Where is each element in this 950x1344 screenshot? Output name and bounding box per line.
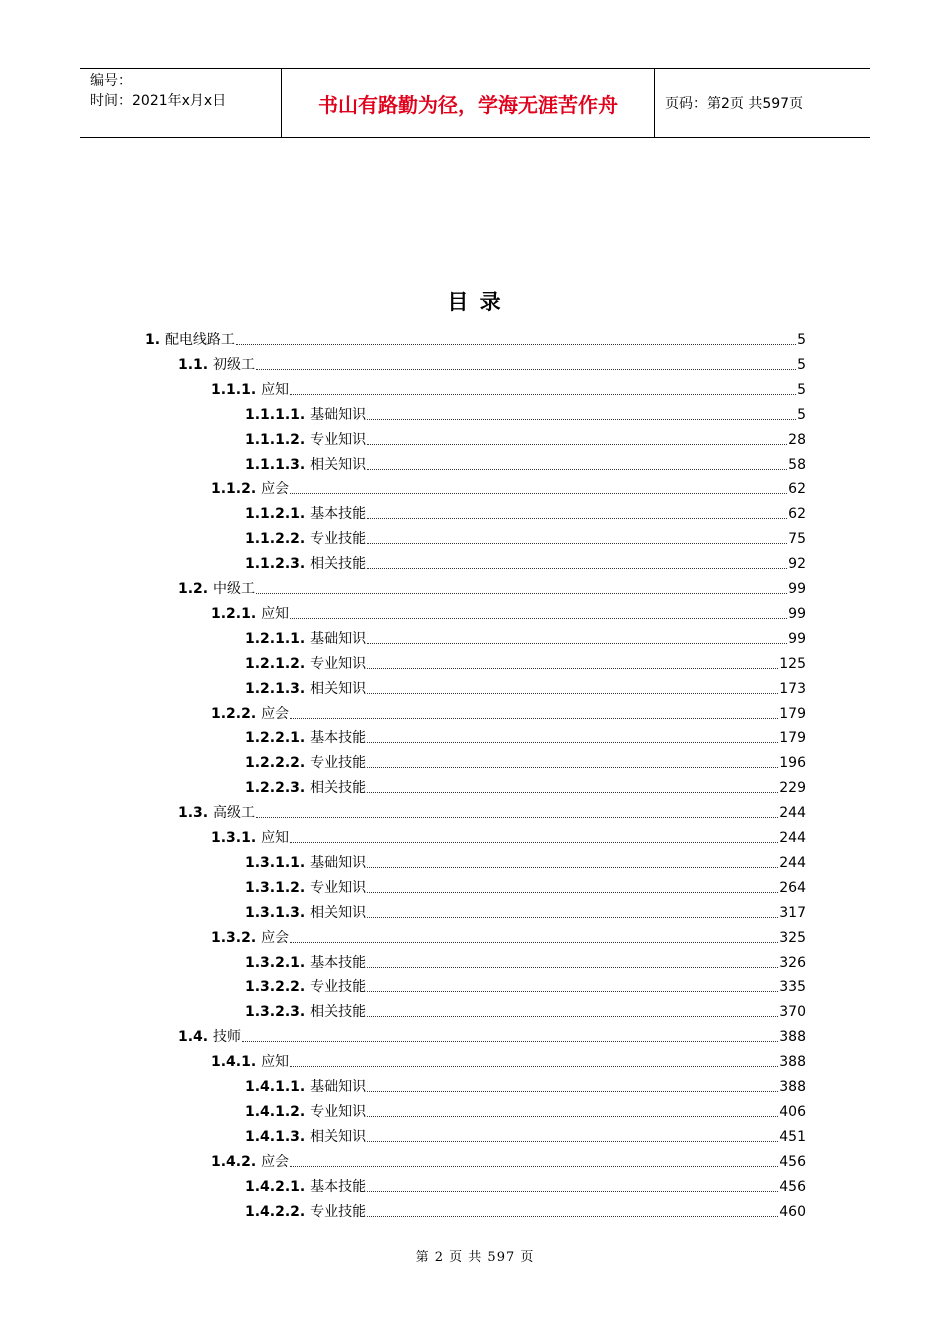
toc-dot-leader xyxy=(290,717,778,719)
toc-entry[interactable] xyxy=(245,1196,806,1221)
toc-entry[interactable] xyxy=(245,722,806,747)
toc-entry-number: 1.1.1. xyxy=(211,381,262,398)
toc-entry-number: 1. xyxy=(145,332,165,348)
toc-dot-leader xyxy=(290,492,787,494)
toc-entry[interactable] xyxy=(245,971,806,996)
toc-dot-leader xyxy=(290,1165,778,1167)
toc-entry-number: 1.1.2. xyxy=(211,481,262,498)
toc-entry-label: 相关知识 xyxy=(310,904,367,921)
toc-dot-leader xyxy=(367,542,787,544)
toc-entry-label: 相关技能 xyxy=(310,780,367,797)
toc-entry-label: 应会 xyxy=(261,705,290,722)
toc-entry-number: 1.1.1.3. xyxy=(245,456,311,473)
toc-entry-label: 相关知识 xyxy=(310,1128,367,1145)
toc-entry-number: 1.2.2.2. xyxy=(245,755,311,772)
toc-entry-page: 5 xyxy=(797,356,806,373)
toc-entry-label: 初级工 xyxy=(213,356,255,373)
toc-entry-page: 244 xyxy=(779,805,806,822)
toc-entry[interactable] xyxy=(245,498,806,523)
toc-entry-label: 应会 xyxy=(261,481,290,498)
toc-entry-number: 1.3.2. xyxy=(211,929,262,946)
toc-entry-page: 370 xyxy=(779,1004,806,1021)
toc-entry[interactable] xyxy=(245,548,806,573)
toc-entry-page: 326 xyxy=(779,954,806,971)
page-header xyxy=(80,68,870,138)
toc-entry[interactable] xyxy=(245,1121,806,1146)
toc-entry-number: 1.4.2.1. xyxy=(245,1178,311,1195)
toc-dot-leader xyxy=(236,343,796,345)
page-footer: 第 2 页 共 597 页 xyxy=(415,1250,535,1265)
toc-entry[interactable] xyxy=(245,648,806,673)
toc-entry-label: 应知 xyxy=(261,605,290,622)
toc-entry-number: 1.3.2.3. xyxy=(245,1004,311,1021)
toc-entry-label: 应会 xyxy=(261,929,290,946)
toc-dot-leader xyxy=(367,990,778,992)
toc-entry-number: 1.3.2.1. xyxy=(245,954,311,971)
toc-entry[interactable] xyxy=(178,349,806,374)
toc-entry-number: 1.4.2. xyxy=(211,1153,262,1170)
toc-entry[interactable] xyxy=(245,996,806,1021)
time-label: 时间：2021年x月x日 xyxy=(90,93,227,109)
toc-entry-number: 1.2.1.3. xyxy=(245,680,311,697)
toc-dot-leader xyxy=(367,1090,778,1092)
toc-entry-page: 244 xyxy=(779,830,806,846)
toc-entry-page: 388 xyxy=(779,1029,806,1046)
toc-dot-leader xyxy=(367,418,796,420)
toc-entry-number: 1.1.2.2. xyxy=(245,531,311,548)
toc-dot-leader xyxy=(367,916,778,918)
serial-label: 编号： xyxy=(90,73,132,89)
toc-entry-page: 92 xyxy=(788,556,806,573)
toc-entry-number: 1.3.1. xyxy=(211,830,262,846)
toc-dot-leader xyxy=(290,941,778,943)
toc-entry-label: 专业技能 xyxy=(310,979,367,996)
toc-entry-number: 1.4.2.2. xyxy=(245,1203,311,1220)
toc-entry-page: 335 xyxy=(779,979,806,996)
toc-dot-leader xyxy=(290,393,796,395)
toc-entry-page: 388 xyxy=(779,1079,806,1095)
toc-entry-label: 中级工 xyxy=(213,581,255,597)
toc-entry[interactable] xyxy=(245,424,806,449)
toc-entry-label: 基本技能 xyxy=(310,506,367,523)
toc-entry-label: 相关技能 xyxy=(310,1004,367,1021)
toc-entry[interactable] xyxy=(211,698,806,723)
toc-entry-label: 专业知识 xyxy=(310,1103,367,1120)
toc-entry-number: 1.1. xyxy=(178,356,213,373)
toc-dot-leader xyxy=(290,1065,778,1067)
toc-entry-label: 配电线路工 xyxy=(164,332,235,348)
toc-dot-leader xyxy=(367,891,778,893)
toc-entry-number: 1.1.2.1. xyxy=(245,506,311,523)
toc-entry[interactable] xyxy=(211,473,806,498)
toc-entry-number: 1.2.1.2. xyxy=(245,655,311,672)
toc-entry-number: 1.4.1.3. xyxy=(245,1128,311,1145)
toc-dot-leader xyxy=(367,766,778,768)
toc-entry-number: 1.4.1.1. xyxy=(245,1079,311,1095)
toc-entry[interactable] xyxy=(211,922,806,947)
toc-entry[interactable] xyxy=(245,747,806,772)
toc-entry-label: 技师 xyxy=(213,1029,241,1046)
toc-entry-label: 基本技能 xyxy=(310,730,367,747)
toc-entry[interactable] xyxy=(145,324,806,349)
toc-entry[interactable] xyxy=(245,1171,806,1196)
toc-dot-leader xyxy=(367,567,787,569)
toc-entry-page: 125 xyxy=(779,655,806,672)
toc-entry[interactable] xyxy=(178,797,806,822)
toc-dot-leader xyxy=(256,592,787,594)
toc-entry-label: 应知 xyxy=(261,381,290,398)
toc-dot-leader xyxy=(367,468,787,470)
toc-dot-leader xyxy=(367,1190,778,1192)
toc-entry-label: 相关技能 xyxy=(310,556,367,573)
toc-entry[interactable] xyxy=(245,673,806,698)
toc-entry-page: 99 xyxy=(788,581,806,597)
toc-entry-page: 456 xyxy=(779,1153,806,1170)
toc-entry-label: 相关知识 xyxy=(310,456,367,473)
toc-entry-page: 451 xyxy=(779,1128,806,1145)
toc-dot-leader xyxy=(367,741,778,743)
toc-entry-page: 325 xyxy=(779,929,806,946)
toc-entry-page: 388 xyxy=(779,1054,806,1071)
toc-entry-page: 179 xyxy=(779,730,806,747)
toc-entry-number: 1.3. xyxy=(178,805,213,822)
toc-entry-page: 244 xyxy=(779,854,806,871)
toc-entry-number: 1.4.1.2. xyxy=(245,1103,311,1120)
toc-dot-leader xyxy=(367,517,787,519)
toc-entry[interactable] xyxy=(245,947,806,972)
toc-entry[interactable] xyxy=(211,1146,806,1171)
toc-entry[interactable] xyxy=(245,872,806,897)
toc-entry-page: 99 xyxy=(788,605,806,622)
toc-entry[interactable] xyxy=(245,1096,806,1121)
toc-dot-leader xyxy=(367,692,778,694)
header-motto: 书山有路勤为径，学海无涯苦作舟 xyxy=(282,69,655,137)
toc-entry-page: 5 xyxy=(797,406,806,423)
toc-entry-label: 专业技能 xyxy=(310,1203,367,1220)
toc-entry-number: 1.2.2.1. xyxy=(245,730,311,747)
toc-entry-page: 5 xyxy=(797,332,806,348)
toc-entry-page: 196 xyxy=(779,755,806,772)
toc-entry-number: 1.3.1.1. xyxy=(245,854,311,871)
toc-entry-label: 应会 xyxy=(261,1153,290,1170)
toc-dot-leader xyxy=(367,1115,778,1117)
toc-entry-page: 62 xyxy=(788,506,806,523)
toc-dot-leader xyxy=(290,841,778,843)
toc-entry-page: 62 xyxy=(788,481,806,498)
toc-entry[interactable] xyxy=(245,623,806,648)
toc-dot-leader xyxy=(367,791,778,793)
toc-entry[interactable] xyxy=(245,523,806,548)
toc-entry[interactable] xyxy=(245,449,806,474)
header-meta xyxy=(80,69,282,137)
toc-entry-number: 1.2.2.3. xyxy=(245,780,311,797)
toc-entry-number: 1.2. xyxy=(178,581,213,597)
toc-entry-label: 专业知识 xyxy=(310,655,367,672)
toc-dot-leader xyxy=(256,368,796,370)
toc-dot-leader xyxy=(367,1015,778,1017)
toc-entry-number: 1.4.1. xyxy=(211,1054,262,1071)
toc-entry[interactable] xyxy=(245,1071,806,1096)
toc-entry-label: 基本技能 xyxy=(310,1178,367,1195)
toc-entry-label: 专业知识 xyxy=(310,879,367,896)
toc-entry-page: 460 xyxy=(779,1203,806,1220)
toc-entry-page: 28 xyxy=(788,431,806,448)
toc-entry-page: 229 xyxy=(779,780,806,797)
toc-entry-label: 专业知识 xyxy=(310,431,367,448)
toc-entry[interactable] xyxy=(211,598,806,623)
toc-entry[interactable] xyxy=(245,772,806,797)
toc-entry-page: 264 xyxy=(779,879,806,896)
toc-entry-page: 58 xyxy=(788,456,806,473)
toc-entry-label: 基本技能 xyxy=(310,954,367,971)
toc-entry-label: 应知 xyxy=(261,830,290,846)
toc-entry-label: 基础知识 xyxy=(310,406,367,423)
toc-dot-leader xyxy=(367,966,778,968)
toc-dot-leader xyxy=(367,642,787,644)
toc-dot-leader xyxy=(367,866,778,868)
toc-entry-label: 专业技能 xyxy=(310,755,367,772)
toc-entry[interactable] xyxy=(211,374,806,399)
toc-dot-leader xyxy=(367,443,787,445)
toc-entry[interactable] xyxy=(211,1046,806,1071)
toc-entry-page: 406 xyxy=(779,1103,806,1120)
toc-entry[interactable] xyxy=(178,1021,806,1046)
toc-entry-page: 179 xyxy=(779,705,806,722)
toc-dot-leader xyxy=(367,1215,778,1217)
toc-entry-label: 应知 xyxy=(261,1054,290,1071)
toc-entry-label: 专业技能 xyxy=(310,531,367,548)
toc-entry-label: 相关知识 xyxy=(310,680,367,697)
toc-entry-page: 75 xyxy=(788,531,806,548)
toc-entry-label: 基础知识 xyxy=(310,1079,367,1095)
toc-entry-number: 1.3.1.3. xyxy=(245,904,311,921)
toc-entry-number: 1.1.1.1. xyxy=(245,406,311,423)
toc-entry[interactable] xyxy=(211,822,806,847)
toc-dot-leader xyxy=(290,617,787,619)
toc-dot-leader xyxy=(242,1040,778,1042)
toc-entry-page: 317 xyxy=(779,904,806,921)
toc-entry[interactable] xyxy=(245,897,806,922)
toc-entry-number: 1.1.1.2. xyxy=(245,431,311,448)
toc-entry-number: 1.2.1.1. xyxy=(245,630,311,647)
toc-dot-leader xyxy=(256,816,778,818)
toc-dot-leader xyxy=(367,1140,778,1142)
toc-entry-label: 基础知识 xyxy=(310,630,367,647)
toc-entry-number: 1.3.1.2. xyxy=(245,879,311,896)
toc-entry-number: 1.3.2.2. xyxy=(245,979,311,996)
toc-entry[interactable] xyxy=(178,573,806,598)
toc-entry-label: 基础知识 xyxy=(310,854,367,871)
toc-entry[interactable] xyxy=(245,399,806,424)
toc-entry-number: 1.2.1. xyxy=(211,605,262,622)
toc-entry-page: 456 xyxy=(779,1178,806,1195)
toc-entry-number: 1.2.2. xyxy=(211,705,262,722)
toc-entry-number: 1.4. xyxy=(178,1029,213,1046)
toc-entry-page: 173 xyxy=(779,680,806,697)
toc-dot-leader xyxy=(367,667,778,669)
toc-entry-label: 高级工 xyxy=(213,805,255,822)
toc-entry-page: 5 xyxy=(797,381,806,398)
toc-title: 目 录 xyxy=(447,290,503,314)
toc-entry-page: 99 xyxy=(788,630,806,647)
toc-entry-number: 1.1.2.3. xyxy=(245,556,311,573)
toc-entry[interactable] xyxy=(245,847,806,872)
header-page-info: 页码：第2页 共597页 xyxy=(665,96,804,112)
